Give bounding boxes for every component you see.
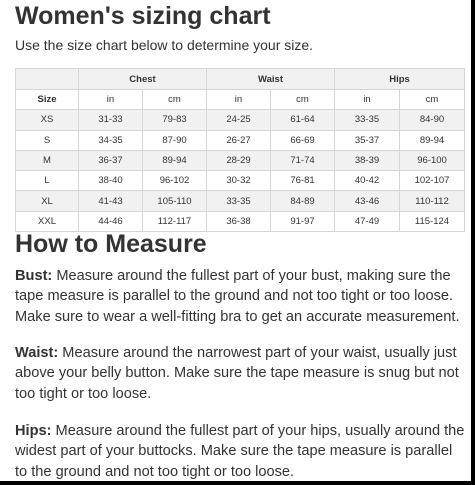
table-row (16, 191, 465, 211)
table-row (16, 211, 465, 231)
table-cell: 28-29 (207, 150, 271, 170)
table-cell: 31-33 (79, 110, 143, 130)
table-cell: 79-83 (143, 110, 207, 130)
header-unit: in (79, 90, 143, 110)
table-group-header-row (16, 69, 465, 90)
table-cell: XXL (16, 211, 79, 231)
header-unit: in (335, 90, 400, 110)
table-cell: 26-27 (207, 130, 271, 150)
header-chest: Chest (79, 69, 207, 90)
bust-text: Measure around the fullest part of your bust, making sure the tape measure is parallel to the ground and not too tight or too loose. Make sure to wear a well-fitting bra to get an accurate measurement. (15, 268, 460, 325)
table-cell: 34-35 (79, 130, 143, 150)
table-cell: 36-37 (79, 150, 143, 170)
table-cell: 24-25 (207, 110, 271, 130)
hips-paragraph (15, 421, 467, 481)
header-unit: cm (400, 90, 465, 110)
hips-text: Measure around the fullest part of your hips, usually around the widest part of your buttocks. Make sure the tape measure is parallel to the ground and not too tight or too loose. (15, 423, 465, 480)
table-cell: 102-107 (400, 171, 465, 191)
table-row (16, 130, 465, 150)
table-cell: 71-74 (271, 150, 335, 170)
table-cell: 33-35 (335, 110, 400, 130)
header-waist: Waist (207, 69, 335, 90)
bust-label: Bust: (15, 268, 53, 284)
table-cell: 96-100 (400, 150, 465, 170)
table-cell: 84-90 (400, 110, 465, 130)
table-cell: 47-49 (335, 211, 400, 231)
table-cell: 66-69 (271, 130, 335, 150)
table-cell: 110-112 (400, 191, 465, 211)
table-cell: 89-94 (143, 150, 207, 170)
table-cell: 84-89 (271, 191, 335, 211)
section-heading: How to Measure (15, 230, 207, 258)
table-cell: 115-124 (400, 211, 465, 231)
header-unit: cm (143, 90, 207, 110)
table-cell: XS (16, 110, 79, 130)
table-cell: 91-97 (271, 211, 335, 231)
table-cell: 38-40 (79, 171, 143, 191)
size-chart-table (15, 68, 465, 232)
table-cell: 43-46 (335, 191, 400, 211)
table-corner-cell (16, 69, 79, 90)
table-cell: 30-32 (207, 171, 271, 191)
table-cell: 38-39 (335, 150, 400, 170)
table-cell: 44-46 (79, 211, 143, 231)
table-cell: L (16, 171, 79, 191)
table-cell: 89-94 (400, 130, 465, 150)
table-cell: 112-117 (143, 211, 207, 231)
table-cell: 61-64 (271, 110, 335, 130)
table-cell: 33-35 (207, 191, 271, 211)
header-size: Size (16, 90, 79, 110)
table-cell: 36-38 (207, 211, 271, 231)
table-row (16, 171, 465, 191)
table-cell: M (16, 150, 79, 170)
header-unit: in (207, 90, 271, 110)
header-unit: cm (271, 90, 335, 110)
table-cell: 96-102 (143, 171, 207, 191)
header-hips: Hips (335, 69, 465, 90)
waist-text: Measure around the narrowest part of your waist, usually just above your belly button. Make sure the tape measure is snug but not too tight or too loose. (15, 345, 459, 402)
table-cell: S (16, 130, 79, 150)
page-title: Women's sizing chart (15, 2, 271, 30)
table-cell: 87-90 (143, 130, 207, 150)
table-cell: 41-43 (79, 191, 143, 211)
table-cell: XL (16, 191, 79, 211)
table-row (16, 150, 465, 170)
table-row (16, 110, 465, 130)
waist-label: Waist: (15, 345, 59, 361)
bust-paragraph (15, 266, 467, 327)
table-cell: 35-37 (335, 130, 400, 150)
page-subtitle: Use the size chart below to determine your size. (15, 37, 314, 53)
waist-paragraph (15, 343, 467, 404)
table-cell: 40-42 (335, 171, 400, 191)
table-cell: 105-110 (143, 191, 207, 211)
hips-label: Hips: (15, 423, 52, 439)
table-cell: 76-81 (271, 171, 335, 191)
table-unit-header-row (16, 90, 465, 110)
